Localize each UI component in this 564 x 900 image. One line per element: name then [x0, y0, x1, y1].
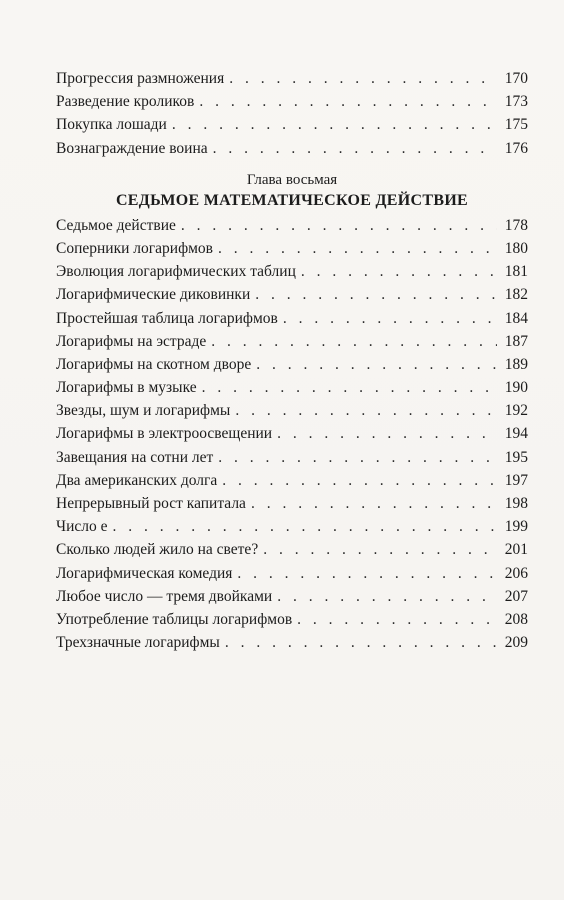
toc-entry	[56, 330, 528, 353]
toc-entry	[56, 137, 528, 160]
toc-entry-title: Эволюция логарифмических таблиц	[56, 263, 296, 281]
toc-entry-title: Трехзначные логарифмы	[56, 634, 220, 652]
toc-entry-page: 192	[504, 402, 528, 420]
toc-entry-page: 209	[504, 634, 528, 652]
toc-entry-title: Завещания на сотни лет	[56, 448, 214, 466]
toc-entry-page: 201	[504, 541, 528, 559]
toc-entry	[56, 260, 528, 283]
toc-entry	[56, 469, 528, 492]
toc-entry	[56, 113, 528, 136]
toc-entry	[56, 67, 528, 90]
dot-leader	[229, 67, 497, 90]
toc-entry	[56, 515, 528, 538]
toc-entry-title: Логарифмы на эстраде	[56, 332, 207, 350]
toc-entry-title: Логарифмы на скотном дворе	[56, 355, 252, 373]
chapter-label: Глава восьмая	[246, 171, 338, 188]
dot-leader	[283, 307, 497, 330]
toc-entry-title: Вознаграждение воина	[56, 139, 208, 157]
dot-leader	[301, 260, 497, 283]
toc-entry	[56, 492, 528, 515]
toc-entry	[56, 608, 528, 631]
toc-entry-page: 180	[504, 239, 528, 257]
toc-entry-page: 194	[504, 425, 528, 443]
dot-leader	[277, 585, 497, 608]
chapter-title: СЕДЬМОЕ МАТЕМАТИЧЕСКОЕ ДЕЙСТВИЕ	[115, 191, 469, 209]
toc-entry-title: Число е	[56, 518, 108, 536]
dot-leader	[263, 538, 497, 561]
toc-entry-page: 178	[504, 216, 528, 234]
toc-entry-page: 187	[504, 332, 528, 350]
toc-entry-page: 198	[504, 495, 528, 512]
dot-leader	[256, 353, 497, 376]
toc-entry-title: Непрерывный рост капитала	[56, 495, 246, 512]
toc-entry-title: Логарифмическая комедия	[56, 564, 233, 582]
dot-leader	[255, 283, 497, 306]
toc-entry-title: Разведение кроликов	[56, 93, 195, 111]
toc-entry-page: 197	[504, 471, 528, 489]
dot-leader	[199, 90, 497, 113]
dot-leader	[277, 422, 497, 445]
toc-entry	[56, 422, 528, 445]
toc-entry-page: 208	[504, 610, 528, 628]
toc-entry	[56, 237, 528, 260]
dot-leader	[211, 330, 497, 353]
dot-leader	[222, 469, 497, 492]
dot-leader	[181, 214, 497, 237]
chapter-heading	[56, 170, 528, 212]
toc-entry-title: Прогрессия размножения	[56, 70, 225, 87]
toc-entry-page: 207	[504, 587, 528, 605]
toc-entry-title: Употребление таблицы логарифмов	[56, 610, 293, 628]
toc-entry-page: 199	[504, 518, 528, 536]
toc-entry-title: Сколько людей жило на свете?	[56, 541, 259, 559]
toc-entry-title: Логарифмические диковинки	[56, 286, 251, 304]
toc-entry	[56, 538, 528, 561]
toc-entry-title: Логарифмы в электроосвещении	[56, 425, 273, 443]
toc-entry-title: Логарифмы в музыке	[56, 379, 197, 397]
toc-entry-title: Седьмое действие	[56, 216, 176, 234]
dot-leader	[202, 376, 497, 399]
toc-entry-title: Два американских долга	[56, 471, 218, 489]
toc-entry	[56, 214, 528, 237]
toc-entry-page: 182	[504, 286, 528, 304]
dot-leader	[213, 137, 497, 160]
toc-entry-page: 175	[504, 116, 528, 134]
toc-entry	[56, 585, 528, 608]
toc-entry	[56, 283, 528, 306]
dot-leader	[218, 446, 497, 469]
toc-entry-page: 173	[504, 93, 528, 111]
dot-leader	[218, 237, 497, 260]
dot-leader	[251, 492, 497, 515]
toc-entry-title: Любое число — тремя двойками	[56, 587, 273, 605]
toc-entry-page: 181	[504, 263, 528, 281]
toc-entry	[56, 446, 528, 469]
toc-entry	[56, 307, 528, 330]
toc-entry	[56, 562, 528, 585]
dot-leader	[225, 631, 497, 654]
dot-leader	[297, 608, 497, 631]
toc-entry-title: Простейшая таблица логарифмов	[56, 309, 278, 327]
toc-entry-page: 184	[504, 309, 528, 327]
toc-entry-title: Покупка лошади	[56, 116, 167, 134]
toc-entry-title: Соперники логарифмов	[56, 239, 213, 257]
toc-entry	[56, 631, 528, 654]
toc-entry-page: 170	[504, 70, 528, 87]
toc-entry	[56, 353, 528, 376]
toc-entry-page: 206	[504, 564, 528, 582]
toc-entry	[56, 399, 528, 422]
toc-entry	[56, 90, 528, 113]
toc-entry-page: 195	[504, 448, 528, 466]
toc-entry-page: 176	[504, 139, 528, 157]
dot-leader	[113, 515, 498, 538]
dot-leader	[172, 113, 497, 136]
toc-entry-title: Звезды, шум и логарифмы	[56, 402, 231, 420]
dot-leader	[235, 399, 497, 422]
toc-entry-page: 189	[504, 355, 528, 373]
dot-leader	[237, 562, 497, 585]
toc-entry	[56, 376, 528, 399]
toc-entry-page: 190	[504, 379, 528, 397]
table-of-contents	[56, 67, 528, 654]
